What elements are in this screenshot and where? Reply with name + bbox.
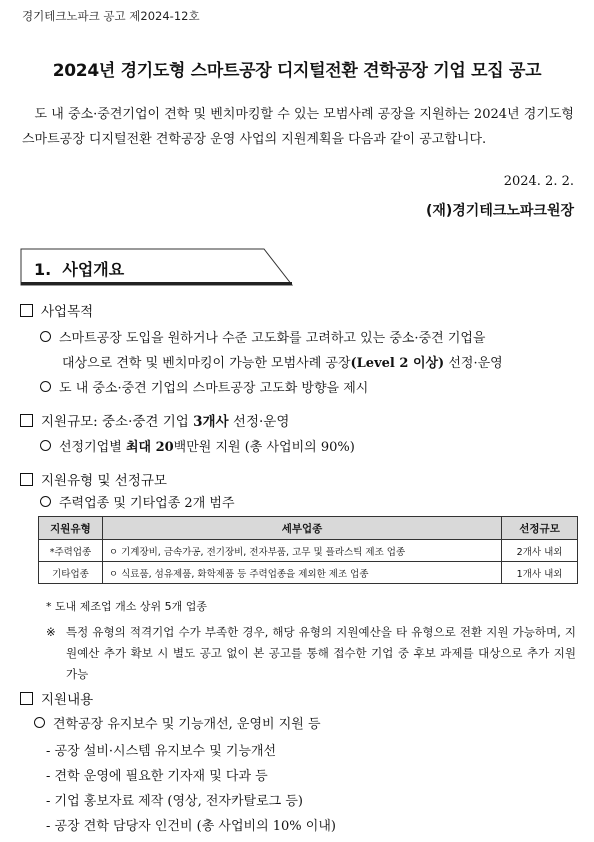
content-subitem: - 공장 설비·시스템 유지보수 및 기능개선 — [46, 744, 277, 759]
circle-bullet-icon — [40, 440, 51, 451]
section-title: 1. 사업개요 — [34, 260, 125, 279]
section-header — [20, 248, 294, 286]
purpose-item-1: 스마트공장 도입을 원하거나 수준 고도화를 고려하고 있는 중소·중견 기업을 — [40, 327, 486, 346]
table-header: 세부업종 — [102, 517, 501, 540]
checkbox-square-icon — [20, 692, 33, 705]
table-footnote: * 도내 제조업 개소 상위 5개 업종 — [46, 600, 207, 613]
purpose-heading: 사업목적 — [20, 300, 93, 320]
content-subitem: - 견학 운영에 필요한 기자재 및 다과 등 — [46, 769, 268, 784]
table-header: 선정규모 — [502, 517, 578, 540]
reference-mark-icon: ※ — [46, 625, 56, 639]
purpose-item-1-cont: 대상으로 견학 및 벤치마킹이 가능한 모범사례 공장(Level 2 이상) 선정·운영 — [62, 356, 503, 371]
content-subitem: - 기업 홍보자료 제작 (영상, 전자카탈로그 등) — [46, 794, 303, 809]
table-row — [39, 562, 578, 584]
support-type-table — [38, 516, 578, 584]
circle-bullet-icon — [40, 381, 51, 392]
table-note-text: 특정 유형의 적격기업 수가 부족한 경우, 해당 유형의 지원예산을 타 유형으로 전환 지원 가능하며, 지원예산 추가 확보 시 별도 공고 없이 본 공고를 통해 접수한 기업 중 후보 과제를 대상으로 추가 지원 가능 — [66, 625, 577, 681]
table-header: 지원유형 — [39, 517, 103, 540]
table-cell: ㅇ 식료품, 섬유제품, 화학제품 등 주력업종을 제외한 제조 업종 — [102, 562, 501, 584]
table-cell: 기타업종 — [39, 562, 103, 584]
circle-bullet-icon — [40, 496, 51, 507]
document-number: 경기테크노파크 공고 제2024-12호 — [22, 9, 200, 23]
issuer: (재)경기테크노파크원장 — [425, 203, 574, 219]
table-cell: 2개사 내외 — [502, 540, 578, 562]
page-title: 2024년 경기도형 스마트공장 디지털전환 견학공장 기업 모집 공고 — [52, 61, 542, 81]
checkbox-square-icon — [20, 414, 33, 427]
table-note — [46, 622, 576, 685]
table-cell: 1개사 내외 — [502, 562, 578, 584]
purpose-item-2: 도 내 중소·중견 기업의 스마트공장 고도화 방향을 제시 — [40, 377, 368, 396]
table-header-row — [39, 517, 578, 540]
content-heading: 지원내용 — [20, 688, 93, 708]
circle-bullet-icon — [34, 717, 45, 728]
types-item: 주력업종 및 기타업종 2개 범주 — [40, 492, 235, 511]
circle-bullet-icon — [40, 331, 51, 342]
checkbox-square-icon — [20, 473, 33, 486]
table-cell: *주력업종 — [39, 540, 103, 562]
table-row — [39, 540, 578, 562]
announcement-date: 2024. 2. 2. — [503, 174, 574, 189]
content-item: 견학공장 유지보수 및 기능개선, 운영비 지원 등 — [34, 713, 321, 732]
table-cell: ㅇ 기계장비, 금속가공, 전기장비, 전자부품, 고무 및 플라스틱 제조 업종 — [102, 540, 501, 562]
scale-item: 선정기업별 최대 20백만원 지원 (총 사업비의 90%) — [40, 436, 355, 455]
intro-paragraph: 도 내 중소·중견기업이 견학 및 벤치마킹할 수 있는 모범사례 공장을 지원하는 2024년 경기도형 스마트공장 디지털전환 견학공장 운영 사업의 지원계획을 다음과 같이 공고합니다. — [22, 107, 574, 147]
scale-heading: 지원규모: 중소·중견 기업 3개사 선정·운영 — [20, 410, 289, 430]
content-subitem: - 공장 견학 담당자 인건비 (총 사업비의 10% 이내) — [46, 819, 336, 834]
types-heading: 지원유형 및 선정규모 — [20, 469, 167, 489]
checkbox-square-icon — [20, 304, 33, 317]
